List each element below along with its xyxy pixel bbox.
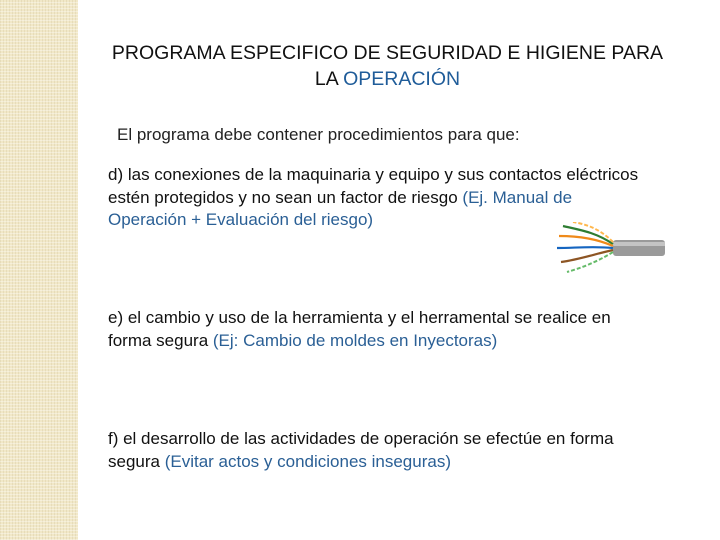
item-highlight: (Ej: Cambio de moldes en Inyectoras) [212,330,498,350]
list-item [108,307,648,352]
item-text: d) las conexiones de la maquinaria y equipo y sus contactos eléctricos estén protegidos y no sean un factor de riesgo [108,165,639,207]
item-text: f) el desarrollo de las actividades de operación se efectúe en forma segura [108,429,614,471]
item-highlight: (Evitar actos y condiciones inseguras) [164,451,451,471]
item-highlight: (Ej. Manual de Operación + Evaluación del riesgo) [108,187,573,229]
item-text: e) el cambio y uso de la herramienta y el herramental se realice en forma segura [108,308,611,350]
list-item [108,428,648,473]
title-main-text: PROGRAMA ESPECIFICO DE SEGURIDAD E HIGIENE PARA LA [111,42,664,90]
intro-text: El programa debe contener procedimientos para que: [117,125,520,144]
decorative-side-strip [0,0,78,540]
title-accent-text: OPERACIÓN [343,68,461,90]
slide-title [110,40,665,92]
network-cable-icon [555,222,665,274]
